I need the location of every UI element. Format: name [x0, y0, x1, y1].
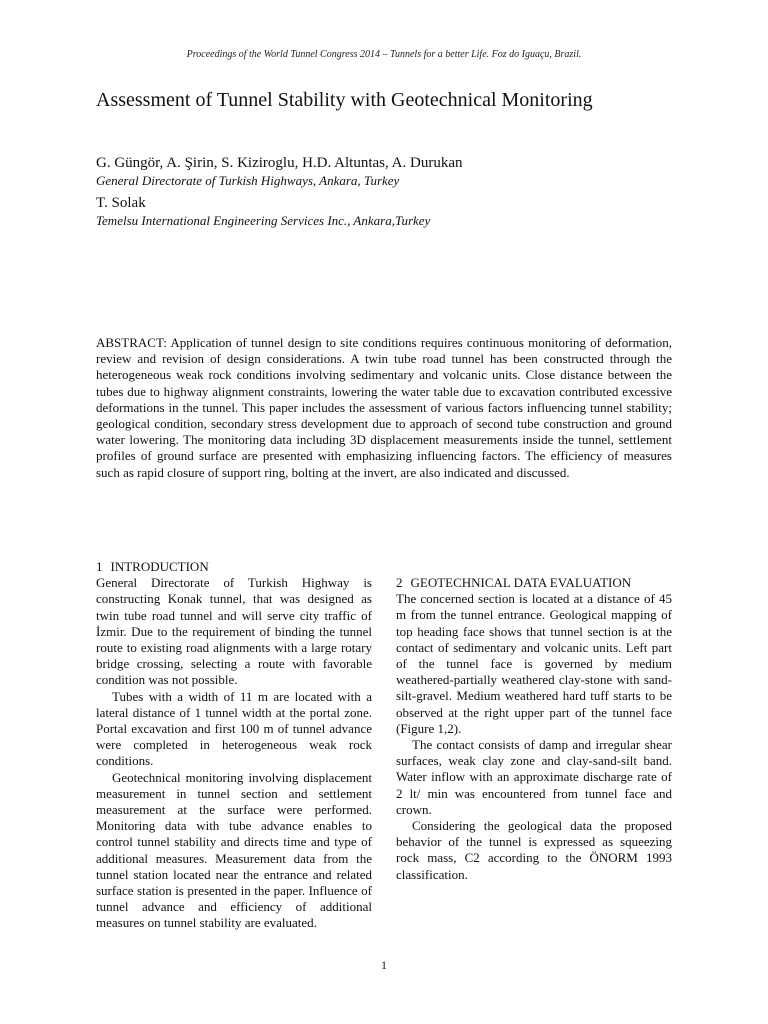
author-list-2: T. Solak — [96, 195, 146, 211]
paragraph: Geotechnical monitoring involving displacement measurement in tunnel section and settlement measurement at the surface were performed. Monitoring data with tube advance enables to control tunnel stability and directs time and type of additional measures. Measurement data from the tunnel station located near the entrance and related surface station is presented in the paper. Influence of tunnel advance and efficiency of additional measures on tunnel stability are evaluated. — [96, 769, 372, 931]
paragraph: Tubes with a width of 11 m are located with a lateral distance of 1 tunnel width at the portal zone. Portal excavation and first 100 m of tunnel advance were completed in heterogeneous weak rock conditions. — [96, 688, 372, 769]
affiliation-1: General Directorate of Turkish Highways, Ankara, Turkey — [96, 173, 400, 188]
section-heading-geotechnical — [396, 575, 672, 591]
paragraph: The contact consists of damp and irregular shear surfaces, weak clay zone and clay-sand-silt band. Water inflow with an approximate discharge rate of 2 lt/ min was encountered from tunnel face and crown. — [396, 737, 672, 817]
section-title: INTRODUCTION — [110, 559, 209, 574]
right-column — [396, 575, 672, 883]
paragraph: General Directorate of Turkish Highway is constructing Konak tunnel, that was designed as twin tube road tunnel and will serve city traffic of İzmir. Due to the requirement of binding the tunnel route to existing road alignments with a large rotary bridge crossing, selecting a route with favorable condition was not possible. — [96, 575, 372, 688]
section-heading-introduction — [96, 559, 372, 575]
paragraph: Considering the geological data the proposed behavior of the tunnel is expressed as squeezing rock mass, C2 according to the ÖNORM 1993 classification. — [396, 818, 672, 882]
paragraph: The concerned section is located at a distance of 45 m from the tunnel entrance. Geological mapping of top heading face shows that tunnel section is at the contact of sedimentary and volcanic units. Left part of the tunnel face is governed by medium weathered-partially weathered clay-stone with sand-silt-gravel. Medium weathered hard tuff starts to be observed at the right upper part of the tunnel face (Figure 1,2). — [396, 591, 672, 736]
conference-header: Proceedings of the World Tunnel Congress 2014 – Tunnels for a better Life. Foz do Iguaçu, Brazil. — [186, 49, 582, 60]
section-number: 2 — [396, 575, 403, 590]
paper-title: Assessment of Tunnel Stability with Geotechnical Monitoring — [96, 89, 593, 111]
page-number: 1 — [381, 958, 387, 972]
affiliation-2: Temelsu International Engineering Services Inc., Ankara,Turkey — [96, 213, 431, 228]
left-column — [96, 559, 372, 932]
section-number: 1 — [96, 559, 103, 574]
author-list-1: G. Güngör, A. Şirin, S. Kiziroglu, H.D. Altuntas, A. Durukan — [96, 155, 463, 171]
section-title: GEOTECHNICAL DATA EVALUATION — [410, 575, 632, 590]
abstract: ABSTRACT: Application of tunnel design to site conditions requires continuous monitoring of deformation, review and revision of design considerations. A twin tube road tunnel has been constructed through the heterogeneous weak rock conditions involving sedimentary and volcanic units. Close distance between the tubes due to highway alignment constraints, lowering the water table due to excavation contributed excessive deformations in the tunnel. This paper includes the assessment of various factors influencing tunnel stability; geological condition, secondary stress development due to approach of second tube construction and ground water lowering. The monitoring data including 3D displacement measurements inside the tunnel, settlement profiles of ground surface are presented with emphasizing influencing factors. The efficiency of measures such as rapid closure of support ring, bolting at the invert, are also indicated and discussed. — [96, 335, 672, 480]
